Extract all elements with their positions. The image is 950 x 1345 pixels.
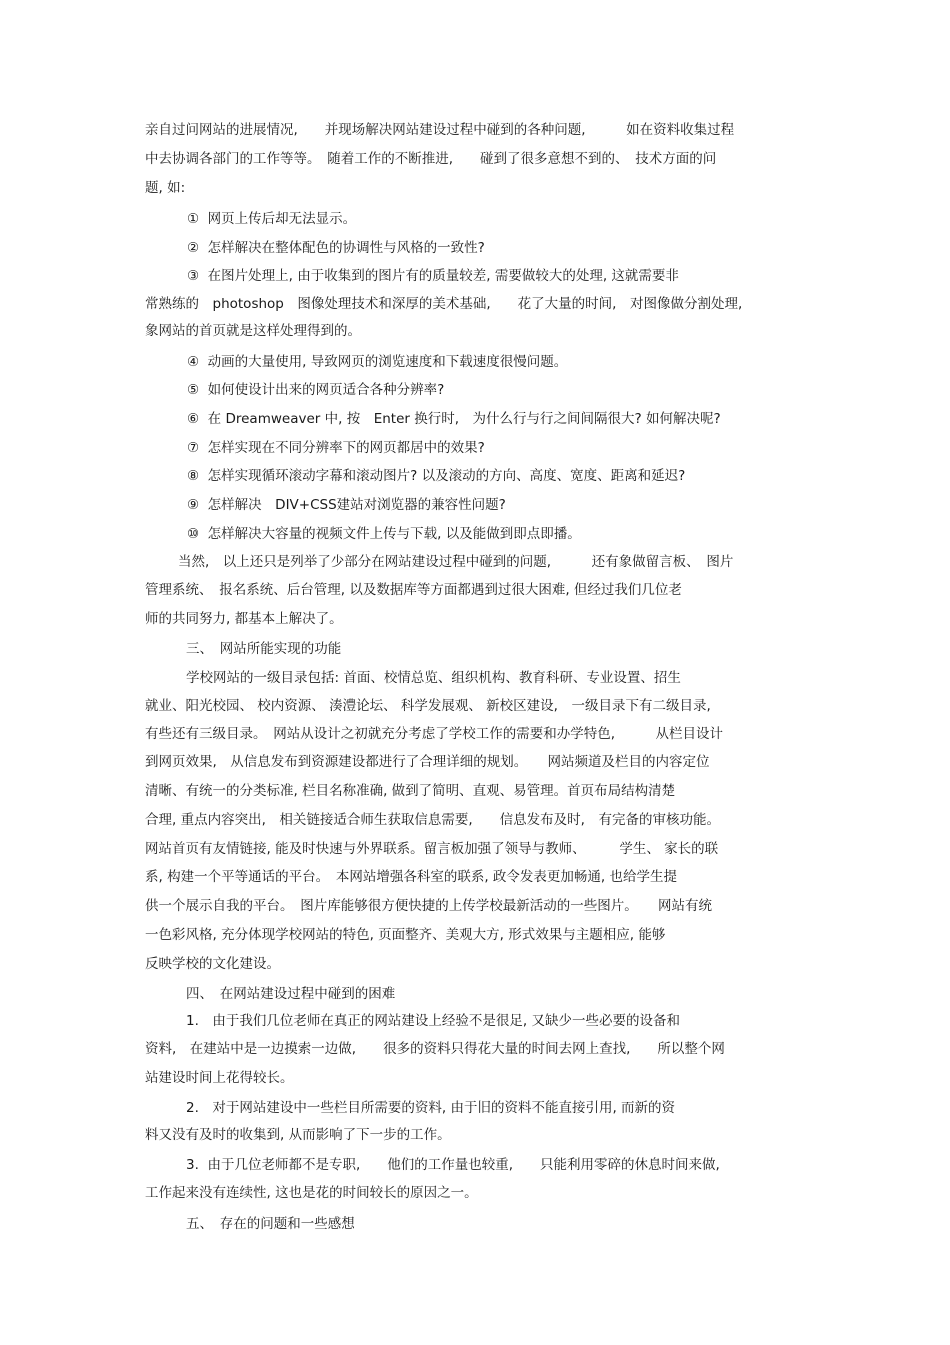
section-heading: 五、 存在的问题和一些感想 [186, 1216, 355, 1232]
text-line: 资料, 在建站中是一边摸索一边做, 很多的资料只得花大量的时间去网上查找, 所以整个网 [145, 1041, 725, 1057]
text-line: 到网页效果, 从信息发布到资源建设都进行了合理详细的规划。 网站频道及栏目的内容定位 [145, 754, 710, 770]
text-line: 师的共同努力, 都基本上解决了。 [145, 611, 343, 627]
paragraph-start: 学校网站的一级目录包括: 首面、校情总览、组织机构、教育科研、专业设置、招生 [186, 670, 681, 686]
text-line: 料又没有及时的收集到, 从而影响了下一步的工作。 [145, 1127, 451, 1143]
text-line: 站建设时间上花得较长。 [145, 1070, 294, 1086]
text-line: 系, 构建一个平等通话的平台。 本网站增强各科室的联系, 政令发表更加畅通, 也给学生提 [145, 869, 677, 885]
text-line: 中去协调各部门的工作等等。 随着工作的不断推进, 碰到了很多意想不到的、 技术方面的问 [145, 151, 717, 167]
list-item: ④ 动画的大量使用, 导致网页的浏览速度和下载速度很慢问题。 [187, 354, 568, 370]
paragraph-start: 1. 由于我们几位老师在真正的网站建设上经验不是很足, 又缺少一些必要的设备和 [186, 1013, 680, 1029]
list-item: ⑦ 怎样实现在不同分辨率下的网页都居中的效果? [187, 440, 485, 456]
list-item: ⑥ 在 Dreamweaver 中, 按 Enter 换行时, 为什么行与行之间间隔很大? 如何解决呢? [187, 411, 721, 427]
list-item: ② 怎样解决在整体配色的协调性与风格的一致性? [187, 240, 485, 256]
list-item: ① 网页上传后却无法显示。 [187, 211, 357, 227]
text-line: 一色彩风格, 充分体现学校网站的特色, 页面整齐、美观大方, 形式效果与主题相应, 能够 [145, 927, 666, 943]
list-item: ⑧ 怎样实现循环滚动字幕和滚动图片? 以及滚动的方向、高度、宽度、距离和延迟? [187, 468, 686, 484]
text-line: 亲自过问网站的进展情况, 并现场解决网站建设过程中碰到的各种问题, 如在资料收集过程 [145, 122, 735, 138]
text-line: 网站首页有友情链接, 能及时快速与外界联系。留言板加强了领导与教师、 学生、 家长的联 [145, 841, 719, 857]
paragraph-start: 3. 由于几位老师都不是专职, 他们的工作量也较重, 只能利用零碎的休息时间来做, [186, 1157, 720, 1173]
text-line: 管理系统、 报名系统、后台管理, 以及数据库等方面都遇到过很大困难, 但经过我们几位老 [145, 582, 682, 598]
text-line: 就业、阳光校园、 校内资源、 湊澧论坛、 科学发展观、 新校区建设, 一级目录下有二级目录, [145, 698, 711, 714]
list-item: ③ 在图片处理上, 由于收集到的图片有的质量较差, 需要做较大的处理, 这就需要非 [187, 268, 679, 284]
text-line: 象网站的首页就是这样处理得到的。 [145, 323, 361, 339]
text-line: 合理, 重点内容突出, 相关链接适合师生获取信息需要, 信息发布及时, 有完备的审核功能。 [145, 812, 720, 828]
list-item: ⑨ 怎样解决 DIV+CSS建站对浏览器的兼容性问题? [187, 497, 506, 513]
text-line: 题, 如: [145, 180, 186, 196]
text-line: 有些还有三级目录。 网站从设计之初就充分考虑了学校工作的需要和办学特色, 从栏目设计 [145, 726, 724, 742]
text-line: 工作起来没有连续性, 这也是花的时间较长的原因之一。 [145, 1185, 478, 1201]
list-item: ⑤ 如何使设计出来的网页适合各种分辨率? [187, 382, 445, 398]
paragraph-start: 当然, 以上还只是列举了少部分在网站建设过程中碰到的问题, 还有象做留言板、 图片 [178, 554, 734, 570]
section-heading: 四、 在网站建设过程中碰到的困难 [186, 986, 396, 1002]
text-line: 常熟练的 photoshop 图像处理技术和深厚的美术基础, 花了大量的时间, 对图像做分割处理, [145, 296, 743, 312]
text-line: 供一个展示自我的平台。 图片库能够很方便快捷的上传学校最新活动的一些图片。 网站有统 [145, 898, 712, 914]
section-heading: 三、 网站所能实现的功能 [186, 641, 342, 657]
text-line: 反映学校的文化建设。 [145, 956, 280, 972]
text-line: 清晰、有统一的分类标准, 栏目名称准确, 做到了简明、直观、易管理。首页布局结构清楚 [145, 783, 676, 799]
list-item: ⑩ 怎样解决大容量的视频文件上传与下载, 以及能做到即点即播。 [187, 526, 581, 542]
paragraph-start: 2. 对于网站建设中一些栏目所需要的资料, 由于旧的资料不能直接引用, 而新的资 [186, 1100, 676, 1116]
